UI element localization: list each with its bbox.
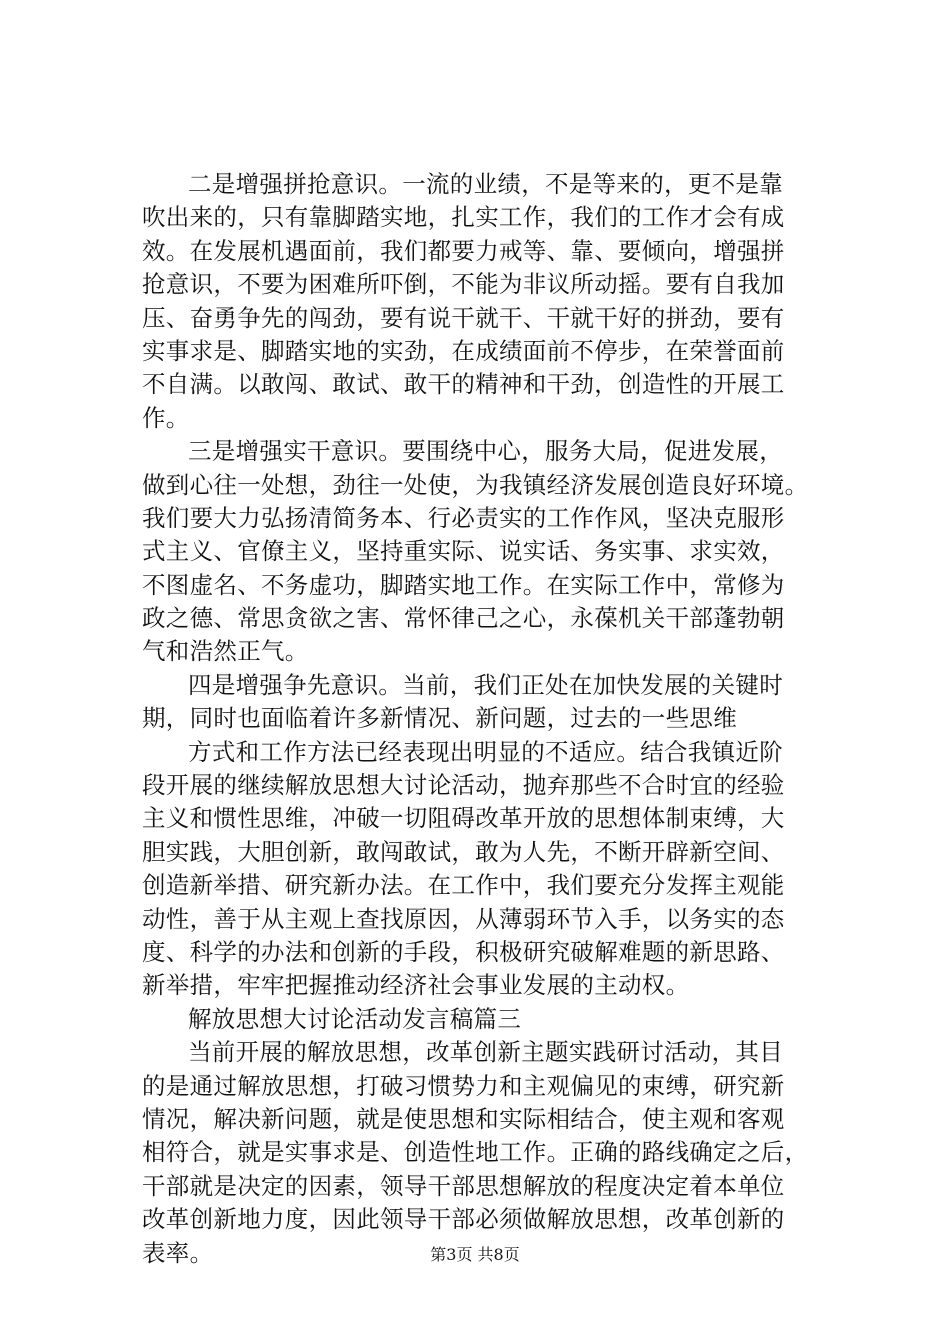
text-line: 胆实践，大胆创新，敢闯敢试，敢为人先，不断开辟新空间、	[142, 837, 785, 866]
text-line: 度、科学的办法和创新的手段，积极研究破解难题的新思路、	[142, 937, 785, 966]
text-line: 改革创新地力度，因此领导干部必须做解放思想，改革创新的	[142, 1205, 785, 1234]
text-line: 当前开展的解放思想，改革创新主题实践研讨活动，其目	[188, 1038, 783, 1067]
text-line: 政之德、常思贪欲之害、常怀律己之心，永葆机关干部蓬勃朝	[142, 604, 785, 633]
text-line: 表率。	[142, 1238, 214, 1267]
text-line: 做到心往一处想，劲往一处使，为我镇经济发展创造良好环境。	[142, 470, 809, 499]
text-line: 干部就是决定的因素，领导干部思想解放的程度决定着本单位	[142, 1171, 785, 1200]
text-line: 情况，解决新问题，就是使思想和实际相结合，使主观和客观	[142, 1104, 785, 1133]
document-body	[142, 168, 822, 1270]
text-line: 不自满。以敢闯、敢试、敢干的精神和干劲，创造性的开展工	[142, 370, 785, 399]
text-line: 相符合，就是实事求是、创造性地工作。正确的路线确定之后，	[142, 1138, 809, 1167]
text-line: 期，同时也面临着许多新情况、新问题，过去的一些思维	[142, 704, 737, 733]
text-line: 式主义、官僚主义，坚持重实际、说实话、务实事、求实效，	[142, 537, 785, 566]
text-line: 实事求是、脚踏实地的实劲，在成绩面前不停步，在荣誉面前	[142, 336, 785, 365]
text-line: 的是通过解放思想，打破习惯势力和主观偏见的束缚，研究新	[142, 1071, 785, 1100]
text-line: 气和浩然正气。	[142, 637, 309, 666]
text-line: 新举措，牢牢把握推动经济社会事业发展的主动权。	[142, 971, 690, 1000]
text-line: 作。	[142, 403, 190, 432]
text-line: 方式和工作方法已经表现出明显的不适应。结合我镇近阶	[188, 737, 783, 766]
text-line: 主义和惯性思维，冲破一切阻碍改革开放的思想体制束缚，大	[142, 804, 785, 833]
text-line: 创造新举措、研究新办法。在工作中，我们要充分发挥主观能	[142, 871, 785, 900]
text-line: 不图虚名、不务虚功，脚踏实地工作。在实际工作中，常修为	[142, 570, 785, 599]
text-line: 三是增强实干意识。要围绕中心，服务大局，促进发展，	[188, 437, 783, 466]
text-line: 解放思想大讨论活动发言稿篇三	[188, 1004, 522, 1033]
text-line: 动性，善于从主观上查找原因，从薄弱环节入手，以务实的态	[142, 904, 785, 933]
text-line: 我们要大力弘扬清简务本、行必责实的工作作风，坚决克服形	[142, 503, 785, 532]
text-line: 效。在发展机遇面前，我们都要力戒等、靠、要倾向，增强拼	[142, 236, 785, 265]
text-line: 段开展的继续解放思想大讨论活动，抛弃那些不合时宜的经验	[142, 771, 785, 800]
text-line: 吹出来的，只有靠脚踏实地，扎实工作，我们的工作才会有成	[142, 203, 785, 232]
text-line: 压、奋勇争先的闯劲，要有说干就干、干就干好的拼劲，要有	[142, 303, 785, 332]
text-line: 二是增强拼抢意识。一流的业绩，不是等来的，更不是靠	[188, 170, 783, 198]
page-footer: 第3页 共8页	[430, 1245, 520, 1264]
text-line: 抢意识，不要为困难所吓倒，不能为非议所动摇。要有自我加	[142, 270, 785, 299]
text-line: 四是增强争先意识。当前，我们正处在加快发展的关键时	[188, 670, 783, 699]
